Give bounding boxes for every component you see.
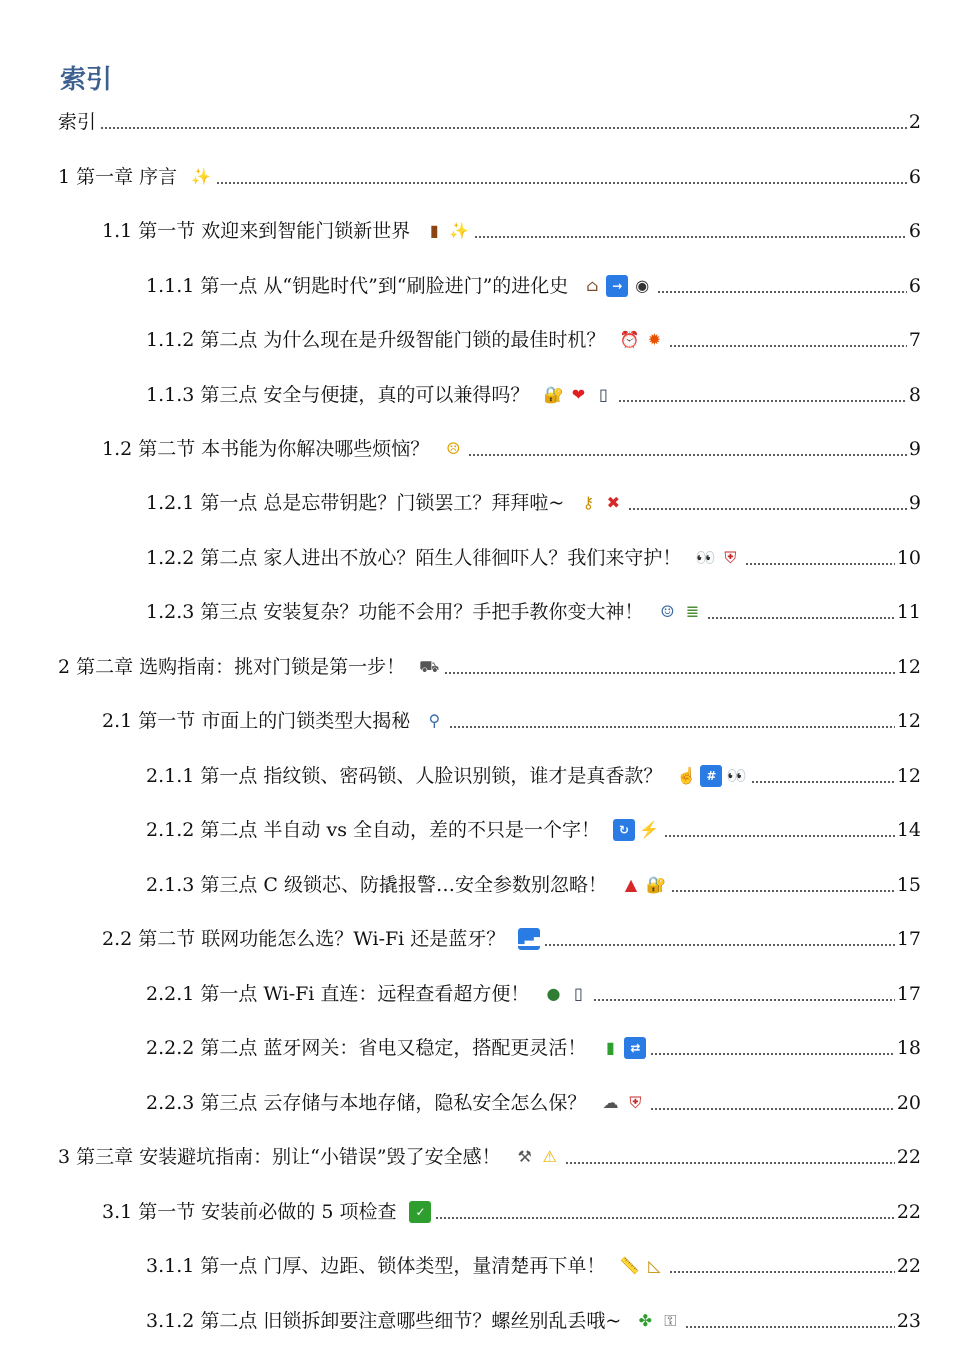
toc-entry-title: 2 第二章 选购指南：挑对门锁是第一步！ <box>58 656 406 678</box>
toc-entry-title: 3.1.1 第一点 门厚、边距、锁体类型，量清楚再下单！ <box>146 1255 606 1277</box>
dot-leader <box>657 291 907 293</box>
toc-entry-page-number: 14 <box>896 819 921 841</box>
toc-entry[interactable] <box>58 651 921 683</box>
toc-entry-emoji-group <box>596 1037 646 1059</box>
eyes-icon: 👀 <box>726 766 747 785</box>
toc-entry[interactable] <box>58 161 921 193</box>
toc-entry-emoji-group <box>420 710 445 732</box>
toc-entry[interactable] <box>146 270 921 302</box>
dot-leader <box>685 1326 894 1328</box>
toc-entry-title: 3 第三章 安装避坑指南：别让“小错误”毁了安全感！ <box>58 1146 501 1168</box>
dot-leader <box>100 127 907 129</box>
wrench-icon: ⚿ <box>664 1311 677 1330</box>
toc-entry[interactable] <box>146 379 921 411</box>
antenna-bars-icon: ▁▃▅ <box>518 928 540 950</box>
toc-entry-emoji-group <box>539 384 614 406</box>
toc-entry[interactable] <box>146 1250 921 1282</box>
dot-leader <box>751 781 894 783</box>
straight-ruler-icon: 📏 <box>619 1256 640 1275</box>
collision-icon: ✹ <box>647 330 662 349</box>
dot-leader <box>618 400 906 402</box>
toc-heading: 索引 <box>60 65 113 95</box>
toc-entry-page-number: 18 <box>896 1037 921 1059</box>
confused-face-icon: ☹ <box>446 439 461 458</box>
toc-entry-page-number: 22 <box>896 1255 921 1277</box>
toc-entry-emoji-group <box>610 819 660 841</box>
toc-entry[interactable] <box>146 487 921 519</box>
toc-entry[interactable] <box>58 106 921 138</box>
toc-entry-page-number: 6 <box>908 166 921 188</box>
dot-leader <box>593 999 894 1001</box>
dot-leader <box>435 1217 894 1219</box>
toc-entry-emoji-group <box>406 1201 431 1223</box>
locked-with-key-icon: 🔐 <box>646 875 666 894</box>
toc-entry[interactable] <box>58 1141 921 1173</box>
triangular-ruler-icon: ◺ <box>648 1256 661 1275</box>
toc-entry[interactable] <box>146 324 921 356</box>
toc-entry-emoji-group <box>420 220 470 242</box>
toc-entry-page-number: 23 <box>896 1310 921 1332</box>
toc-entry-page-number: 10 <box>896 547 921 569</box>
toc-entry-emoji-group <box>515 928 544 950</box>
repeat-icon: ⇄ <box>624 1037 646 1059</box>
toc-entry[interactable] <box>102 433 921 465</box>
toc-entry-page-number: 6 <box>908 275 921 297</box>
toc-entry-title: 1.1 第一节 欢迎来到智能门锁新世界 <box>102 220 411 242</box>
toc-entry-title: 1.2.1 第一点 总是忘带钥匙？门锁罢工？拜拜啦~ <box>146 492 565 514</box>
toc-entry-title: 1 第一章 序言 <box>58 166 178 188</box>
right-arrow-icon: → <box>606 275 628 297</box>
toc-entry-title: 1.2.3 第三点 安装复杂？功能不会用？手把手教你变大神！ <box>146 601 644 623</box>
toc-entry-page-number: 22 <box>896 1201 921 1223</box>
toc-entry[interactable] <box>102 1196 921 1228</box>
toc-entry-emoji-group <box>187 166 212 188</box>
eyes-icon: 👀 <box>695 548 716 567</box>
key-icon: ⚷ <box>582 493 595 512</box>
toc-entry-page-number: 11 <box>896 601 921 623</box>
toc-entry-page-number: 12 <box>896 710 921 732</box>
books-icon: ≣ <box>685 602 700 621</box>
toc-entry-title: 索引 <box>58 111 97 133</box>
toc-entry[interactable] <box>146 760 921 792</box>
toc-entry[interactable] <box>146 869 921 901</box>
toc-entry-emoji-group <box>578 275 653 297</box>
toc-entry-title: 2.1.1 第一点 指纹锁、密码锁、人脸识别锁，谁才是真香款？ <box>146 765 663 787</box>
toc-entry-title: 2.1.2 第二点 半自动 vs 全自动，差的不只是一个字！ <box>146 819 600 841</box>
toc-entry-page-number: 2 <box>908 111 921 133</box>
toc-entry[interactable] <box>102 923 921 955</box>
toc-entry-page-number: 12 <box>896 656 921 678</box>
toc-entry[interactable] <box>146 978 921 1010</box>
battery-icon: ▮ <box>606 1038 615 1057</box>
toc-entry-emoji-group <box>691 547 741 569</box>
toc-entry-emoji-group <box>596 1092 646 1114</box>
toc-entry-emoji-group <box>617 874 667 896</box>
toc-entry-page-number: 15 <box>896 874 921 896</box>
toc-entry[interactable] <box>102 705 921 737</box>
hammer-and-wrench-icon: ⚒ <box>517 1147 532 1166</box>
dot-leader <box>565 1162 895 1164</box>
warning-icon: ⚠ <box>542 1147 557 1166</box>
magnifying-glass-icon: ⚲ <box>428 711 441 730</box>
puzzle-piece-icon: ✤ <box>638 1311 653 1330</box>
toc-entry-title: 3.1 第一节 安装前必做的 5 项检查 <box>102 1201 397 1223</box>
toc-entry[interactable] <box>102 215 921 247</box>
toc-entry-title: 2.2.3 第三点 云存储与本地存储，隐私安全怎么保？ <box>146 1092 587 1114</box>
toc-entry-title: 1.2.2 第二点 家人进出不放心？陌生人徘徊吓人？我们来守护！ <box>146 547 682 569</box>
toc-entry[interactable] <box>146 814 921 846</box>
dot-leader <box>664 835 895 837</box>
toc-entry-title: 2.1.3 第三点 C 级锁芯、防撬报警…安全参数别忽略！ <box>146 874 608 896</box>
cloud-icon: ☁ <box>602 1093 619 1112</box>
toc-entry-page-number: 9 <box>908 438 921 460</box>
toc-entry-title: 2.2 第二节 联网功能怎么选？Wi-Fi 还是蓝牙？ <box>102 928 506 950</box>
toc-entry-page-number: 22 <box>896 1146 921 1168</box>
locked-with-key-icon: 🔐 <box>543 385 564 404</box>
mantel-clock-icon: ⌂ <box>586 276 599 295</box>
mobile-phone-icon: ▯ <box>574 984 583 1003</box>
toc-entry-emoji-group <box>631 1310 681 1332</box>
toc-entry-title: 2.2.1 第一点 Wi-Fi 直连：远程查看超方便！ <box>146 983 530 1005</box>
shield-icon: ⛨ <box>724 548 737 567</box>
red-heart-icon: ❤ <box>571 385 586 404</box>
dot-leader <box>669 1271 894 1273</box>
toc-entry-page-number: 8 <box>908 384 921 406</box>
dot-leader <box>544 944 895 946</box>
nose-icon: ☝ <box>676 766 697 785</box>
camera-icon: ◉ <box>635 276 650 295</box>
police-light-icon: ▲ <box>624 875 638 894</box>
alarm-clock-icon: ⏰ <box>619 330 640 349</box>
toc-entry-emoji-group <box>539 983 589 1005</box>
toc-entry-emoji-group <box>439 438 464 460</box>
toc-entry-page-number: 20 <box>896 1092 921 1114</box>
dot-leader <box>650 1053 894 1055</box>
mobile-phone-icon: ▯ <box>599 385 608 404</box>
toc-entry-title: 1.1.2 第二点 为什么现在是升级智能门锁的最佳时机？ <box>146 329 606 351</box>
toc-entry-emoji-group <box>653 601 703 623</box>
toc-entry-emoji-group <box>615 1255 665 1277</box>
input-numbers-icon: # <box>700 765 722 787</box>
toc-entry-page-number: 17 <box>896 983 921 1005</box>
toc-entry-title: 2.1 第一节 市面上的门锁类型大揭秘 <box>102 710 411 732</box>
check-mark-button-icon: ✓ <box>409 1201 431 1223</box>
counterclockwise-arrows-icon: ↻ <box>613 819 635 841</box>
dot-leader <box>628 508 907 510</box>
dot-leader <box>650 1108 894 1110</box>
toc-entry-page-number: 7 <box>908 329 921 351</box>
high-voltage-icon: ⚡ <box>639 820 659 839</box>
dot-leader <box>449 726 895 728</box>
toc-entry-emoji-group <box>511 1146 561 1168</box>
dot-leader <box>745 563 894 565</box>
toc-entry[interactable] <box>146 1305 921 1337</box>
toc-entry-emoji-group <box>615 329 665 351</box>
dot-leader <box>474 236 907 238</box>
sparkles-icon: ✨ <box>449 221 470 240</box>
cross-mark-icon: ✖ <box>606 493 621 512</box>
toc-entry-title: 1.1.1 第一点 从“钥匙时代”到“刷脸进门”的进化史 <box>146 275 569 297</box>
toc-entry-page-number: 6 <box>908 220 921 242</box>
toc-entry[interactable] <box>146 1032 921 1064</box>
globe-icon: ● <box>546 984 561 1003</box>
shopping-cart-icon: ⛟ <box>419 657 440 676</box>
dot-leader <box>444 672 895 674</box>
toc-entry-title: 3.1.2 第二点 旧锁拆卸要注意哪些细节？螺丝别乱丢哦~ <box>146 1310 622 1332</box>
toc-entry-emoji-group <box>574 492 624 514</box>
toc-entry-page-number: 17 <box>896 928 921 950</box>
toc-entry-title: 1.2 第二节 本书能为你解决哪些烦恼？ <box>102 438 430 460</box>
toc-entry-title: 2.2.2 第二点 蓝牙网关：省电又稳定，搭配更灵活！ <box>146 1037 587 1059</box>
toc-entry[interactable] <box>146 596 921 628</box>
toc-entry-emoji-group <box>415 656 440 678</box>
dot-leader <box>216 182 907 184</box>
door-icon: ▮ <box>429 221 439 240</box>
toc-entry[interactable] <box>146 542 921 574</box>
dot-leader <box>669 345 906 347</box>
toc-entry-page-number: 9 <box>908 492 921 514</box>
mage-icon: ☺ <box>660 602 675 621</box>
toc-entry[interactable] <box>146 1087 921 1119</box>
toc-entry-emoji-group <box>672 765 747 787</box>
dot-leader <box>671 890 895 892</box>
toc-entry-page-number: 12 <box>896 765 921 787</box>
dot-leader <box>468 454 907 456</box>
dot-leader <box>707 617 894 619</box>
sparkle-burst-icon: ✨ <box>191 167 212 186</box>
shield-icon: ⛨ <box>629 1093 642 1112</box>
toc-entry-title: 1.1.3 第三点 安全与便捷，真的可以兼得吗？ <box>146 384 530 406</box>
